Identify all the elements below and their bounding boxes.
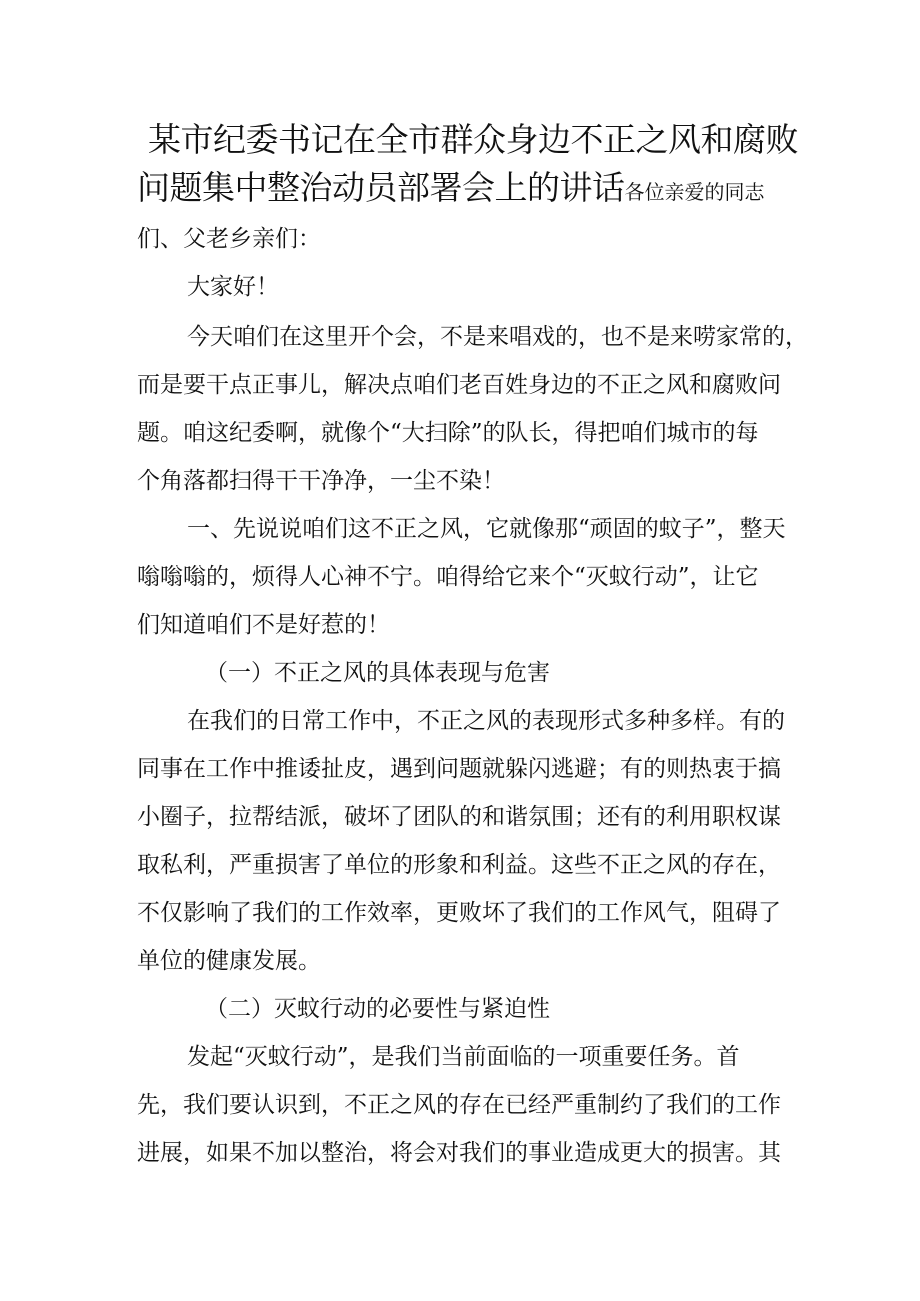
section1-line-2: 嗡嗡嗡的，烦得人心神不宁。咱得给它来个“灭蚊行动”，让它	[137, 564, 759, 590]
greeting-continued: 们、父老乡亲们：	[137, 226, 321, 252]
sub1-line-6: 单位的健康发展。	[137, 948, 321, 974]
greeting-start: 各位亲爱的同志	[624, 180, 765, 204]
opening-line: 大家好！	[187, 274, 279, 300]
title-text-2: 问题集中整治动员部署会上的讲话	[137, 168, 625, 207]
sub1-line-1: 在我们的日常工作中，不正之风的表现形式多种多样。有的	[187, 708, 785, 734]
intro-line-3: 题。咱这纪委啊，就像个“大扫除”的队长，得把咱们城市的每	[137, 420, 759, 446]
sub1-line-5: 不仅影响了我们的工作效率，更败坏了我们的工作风气，阻碍了	[137, 900, 781, 926]
title-text-1: 某市纪委书记在全市群众身边不正之风和腐败	[148, 120, 798, 159]
intro-line-1: 今天咱们在这里开个会，不是来唱戏的，也不是来唠家常的，	[187, 324, 808, 350]
subsection2-heading: （二）灭蚊行动的必要性与紧迫性	[205, 996, 550, 1022]
title-line-1	[148, 118, 798, 162]
section1-line-3: 们知道咱们不是好惹的！	[137, 612, 390, 638]
sub2-line-2: 先，我们要认识到，不正之风的存在已经严重制约了我们的工作	[137, 1092, 781, 1118]
sub1-line-2: 同事在工作中推诿扯皮，遇到问题就躲闪逃避；有的则热衷于搞	[137, 756, 781, 782]
sub1-line-3: 小圈子，拉帮结派，破坏了团队的和谐氛围；还有的利用职权谋	[137, 804, 781, 830]
sub2-line-1: 发起“灭蚊行动”，是我们当前面临的一项重要任务。首	[187, 1044, 740, 1070]
section1-line-1: 一、先说说咱们这不正之风，它就像那“顽固的蚊子”，整天	[187, 516, 786, 542]
sub1-line-4: 取私利，严重损害了单位的形象和利益。这些不正之风的存在，	[137, 852, 781, 878]
intro-line-2: 而是要干点正事儿，解决点咱们老百姓身边的不正之风和腐败问	[137, 372, 781, 398]
sub2-line-3: 进展，如果不加以整治，将会对我们的事业造成更大的损害。其	[137, 1140, 781, 1166]
intro-line-4: 个角落都扫得干干净净，一尘不染！	[137, 468, 505, 494]
title-line-2	[137, 166, 765, 214]
subsection1-heading: （一）不正之风的具体表现与危害	[205, 660, 550, 686]
